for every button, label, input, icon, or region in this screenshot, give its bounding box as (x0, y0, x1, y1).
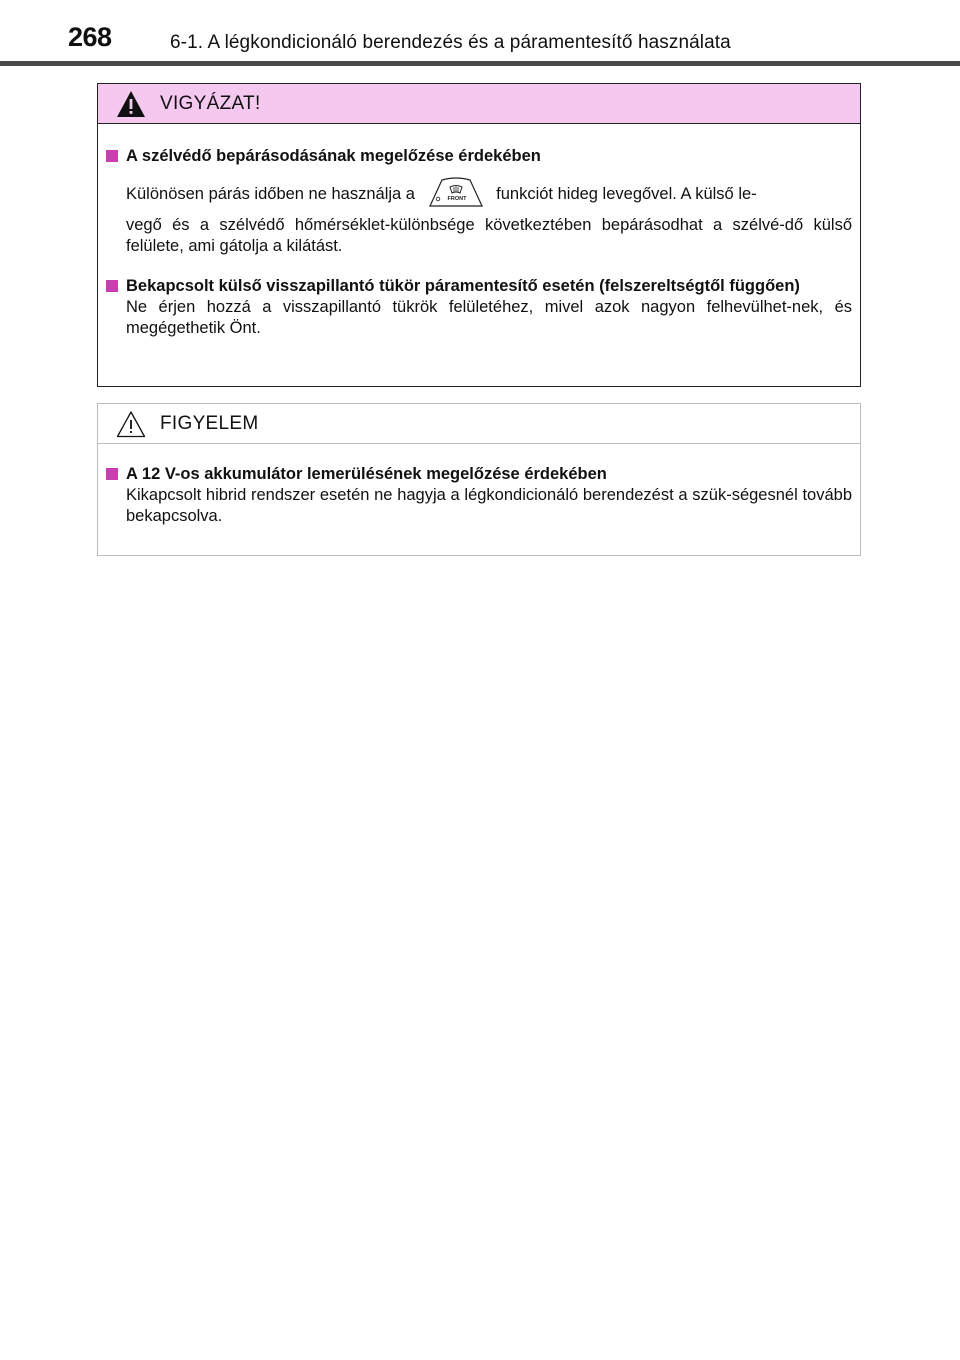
notice-label: FIGYELEM (160, 413, 259, 434)
caution-item-text-continued: vegő és a szélvédő hőmérséklet-különbsége következtében bepárásodhat a szélvé-dő külső felülete, ami gátolja a kilátást. (126, 216, 852, 255)
front-defroster-label: FRONT (447, 195, 467, 202)
notice-item-battery (102, 464, 852, 527)
front-defroster-button-icon (426, 177, 486, 207)
caution-header (98, 84, 860, 124)
page-header (0, 0, 960, 70)
warning-outline-icon (116, 410, 146, 438)
caution-item-title: Bekapcsolt külső visszapillantó tükör páramentesítő esetén (felszereltségtől függően) (102, 276, 852, 297)
notice-item-title: A 12 V-os akkumulátor lemerülésének megelőzése érdekében (102, 464, 852, 485)
square-bullet-icon (106, 280, 118, 292)
square-bullet-icon (106, 468, 118, 480)
square-bullet-icon (106, 150, 118, 162)
caution-item-mirror (102, 276, 852, 339)
caution-item-windshield (102, 146, 852, 257)
caution-item-text: Ne érjen hozzá a visszapillantó tükrök felületéhez, mivel azok nagyon felhevülhet-nek, és megégethetik Önt. (126, 298, 852, 337)
caution-item-title: A szélvédő bepárásodásának megelőzése érdekében (102, 146, 852, 167)
caution-item-text: Különösen párás időben ne használja a FRONT funkciót hideg levegővel. A külső le- (102, 181, 852, 207)
notice-header (98, 404, 860, 444)
page-number: 268 (68, 22, 112, 52)
notice-item-text: Kikapcsolt hibrid rendszer esetén ne hagyja a légkondicionáló berendezést a szük-ségesnél tovább bekapcsolva. (126, 486, 852, 525)
header-rule (0, 61, 960, 66)
caution-box (97, 83, 861, 387)
caution-label: VIGYÁZAT! (160, 93, 261, 114)
warning-filled-icon (116, 90, 146, 118)
notice-box (97, 403, 861, 556)
section-title: 6-1. A légkondicionáló berendezés és a páramentesítő használata (170, 32, 731, 53)
